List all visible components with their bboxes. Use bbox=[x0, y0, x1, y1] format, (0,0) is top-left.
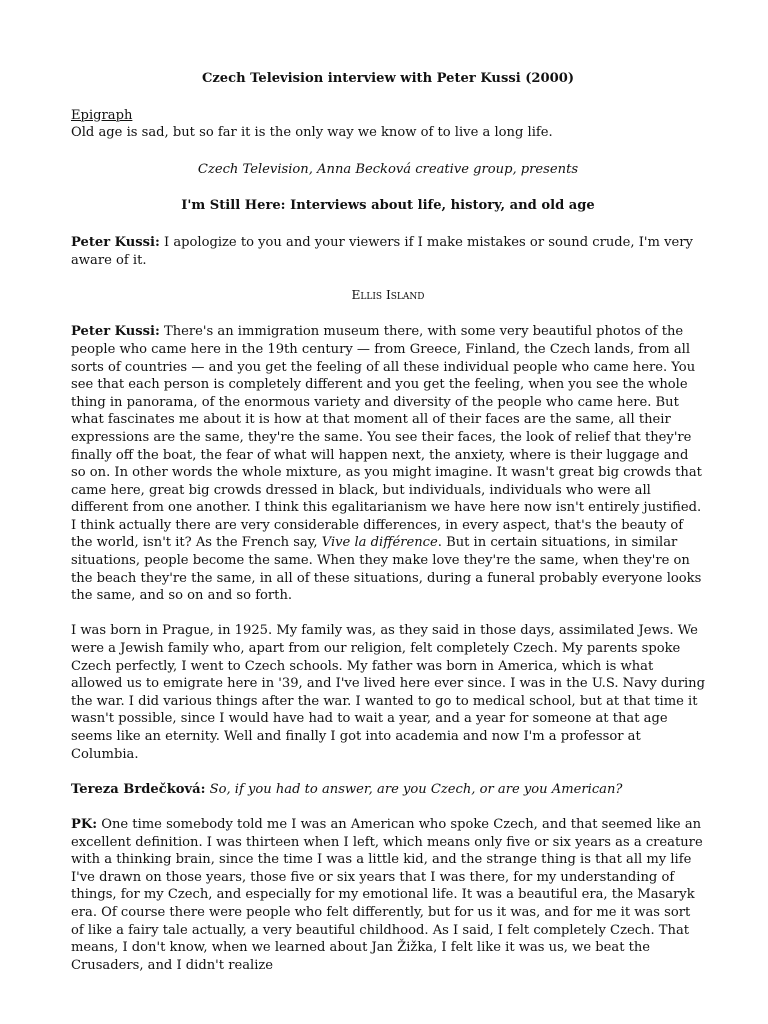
speaker-label: PK: bbox=[71, 816, 98, 832]
intro-paragraph bbox=[71, 234, 705, 269]
paragraph-text: One time somebody told me I was an American who spoke Czech, and that seemed like an excellent definition. I was thirteen when I left, which means only five or six years as a creature with a thinking brain, since the time I was a little kid, and the strange thing is that all my life I've drawn on those years, those five or six years that I was there, for my understanding of things, for my Czech, and especially for my emotional life. It was a beautiful era, the Masaryk era. Of course there were people who felt differently, but for us it was, and for me it was sort of like a fairy tale actually, a very beautiful childhood. As I said, I felt completely Czech. That means, I don't know, when we learned about Jan Žižka, I felt like it was us, we beat the Crusaders, and I didn't realize bbox=[71, 816, 703, 973]
epigraph-text: Old age is sad, but so far it is the only way we know of to live a long life. bbox=[71, 125, 553, 141]
document-title: Czech Television interview with Peter Kussi (2000) bbox=[201, 71, 575, 86]
paragraph-biography: I was born in Prague, in 1925. My family was, as they said in those days, assimilated Jews. We were a Jewish family who, apart from our religion, felt completely Czech. My parents spoke Czech perfectly, I went to Czech schools. My father was born in America, which is what allowed us to emigrate here in '39, and I've lived here ever since. I was in the U.S. Navy during the war. I did various things after the war. I wanted to go to medical school, but at that time it wasn't possible, since I would have had to wait a year, and a year for someone at that age seems like an eternity. Well and finally I got into academia and now I'm a professor at Columbia. bbox=[71, 623, 705, 762]
document-body bbox=[71, 70, 705, 992]
series-title: I'm Still Here: Interviews about life, history, and old age bbox=[181, 198, 595, 214]
paragraph-text: There's an immigration museum there, with some very beautiful photos of the people who came here in the 19th century — from Greece, Finland, the Czech lands, from all sorts of countries — and you get the feeling of all these individual people who came here. You see that each person is completely different and you get the feeling, when you see the whole thing in panorama, of the enormous variety and diversity of the people who came here. But what fascinates me about it is how at that moment all of their faces are the same, all their expressions are the same, they're the same. You see their faces, the look of relief that they're finally off the boat, the fear of what will happen next, the anxiety, where is their luggage and so on. In other words the whole mixture, as you might imagine. It wasn't great big crowds that came here, great big crowds dressed in black, but individuals, individuals who were all different from one another. I think this egalitarianism we have here now isn't entirely justified. I think actually there are very considerable differences, in every aspect, that's the beauty of the world, isn't it? As the French say, bbox=[71, 324, 702, 551]
italic-phrase: Vive la différence bbox=[321, 535, 438, 551]
paragraph-ellis-island bbox=[71, 323, 705, 605]
speaker-label: Peter Kussi: bbox=[71, 234, 160, 250]
question-paragraph bbox=[71, 781, 705, 799]
presents-line: Czech Television, Anna Becková creative group, presents bbox=[197, 161, 579, 177]
paragraph-answer bbox=[71, 816, 705, 974]
paragraph-text: . But in certain situations, in similar situations, people become the same. When they make love they're the same, when they're on the beach they're the same, in all of these situations, during a funeral probably everyone looks the same, and so on and so forth. bbox=[71, 535, 702, 604]
speaker-label: Peter Kussi: bbox=[71, 324, 160, 340]
section-heading: Ellis Island bbox=[351, 287, 425, 302]
paragraph-text: I apologize to you and your viewers if I make mistakes or sound crude, I'm very aware of it. bbox=[71, 234, 693, 268]
question-text: So, if you had to answer, are you Czech, or are you American? bbox=[209, 781, 623, 797]
speaker-label: Tereza Brdečková: bbox=[71, 781, 206, 797]
epigraph-heading: Epigraph bbox=[71, 107, 133, 123]
